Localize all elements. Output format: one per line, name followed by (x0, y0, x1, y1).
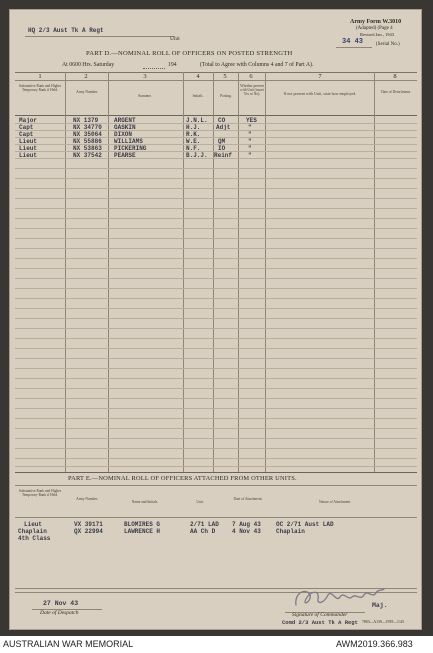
ruled-line (15, 448, 417, 449)
ruled-line (15, 178, 417, 179)
officer-row-2-initials: H.J. (186, 124, 201, 131)
footer-institution: AUSTRALIAN WAR MEMORIAL (3, 639, 134, 649)
part-e-top-border (15, 472, 417, 473)
form-name: Army Form W.3010 (350, 19, 402, 25)
attached-row-1-number: VX 39171 (74, 521, 103, 528)
attached-row-1-unit: 2/71 LAD (190, 521, 219, 528)
part-d-title: PART D.—NOMINAL ROLL OF OFFICERS ON POSTED STRENGTH (86, 50, 293, 57)
ruled-line (15, 328, 417, 329)
ruled-line (15, 123, 417, 124)
unit-label: Unit (170, 36, 180, 42)
ruled-line (15, 151, 417, 152)
attached-row-2-name: LAWRENCE H (124, 528, 161, 535)
ruled-line (15, 208, 417, 209)
col-header-detachment-date: Date of Detachment. (381, 90, 411, 94)
form-revised: Revised Jan., 1943 (360, 32, 394, 37)
officer-row-3-initials: R.K. (186, 131, 201, 138)
col-header-present: Whether present with Unit (insert Yes or No). (240, 84, 264, 96)
ruled-line (15, 368, 417, 369)
col-divider-7 (374, 72, 375, 472)
despatch-label: Date of Despatch (40, 610, 79, 616)
form-sheet (9, 9, 422, 630)
col-header-army-number: Army Number. (76, 90, 98, 94)
col-divider-3 (183, 72, 184, 472)
ruled-line (15, 258, 417, 259)
e-col-header-name: Name and Initials. (131, 500, 159, 504)
officer-row-4-initials: W.E. (186, 138, 201, 145)
col-number-4: 4 (196, 73, 200, 80)
form-adapted: (Adapted) (Page 4 (356, 26, 393, 31)
col-number-8: 8 (393, 73, 397, 80)
officer-row-4-present: " (248, 138, 252, 145)
ruled-line (15, 198, 417, 199)
officer-row-2-surname: GASKIN (114, 124, 136, 131)
officer-row-4-posting: QM (218, 138, 226, 145)
e-col-header-army-number: Army Number. (76, 497, 98, 501)
attached-row-2-unit: AA Ch D (190, 528, 216, 535)
ruled-line (15, 398, 417, 399)
ruled-line (15, 144, 417, 145)
col-divider-6 (265, 72, 266, 472)
col-divider-5 (238, 72, 239, 472)
officer-row-3-rank: Capt (19, 131, 34, 138)
ruled-line (15, 348, 417, 349)
ruled-line (15, 308, 417, 309)
ruled-line (15, 466, 417, 467)
officer-row-5-number: NX 53863 (73, 145, 102, 152)
attached-row-1-rank: Lieut (24, 521, 43, 528)
ruled-line (15, 318, 417, 319)
officer-row-1-surname: ARGENT (114, 117, 136, 124)
col-number-6: 6 (249, 73, 253, 80)
ruled-line (15, 408, 417, 409)
rank-maj: Maj. (372, 602, 388, 609)
officer-row-1-posting: CO (218, 117, 226, 124)
officer-row-4-surname: WILLIAMS (114, 138, 143, 145)
officer-row-2-rank: Capt (19, 124, 34, 131)
col-header-employment: If not present with Unit, state how employed. (283, 91, 357, 96)
col-number-3: 3 (143, 73, 147, 80)
e-col-header-rank: Substantive Rank and Higher Temporary Rank if Held. (18, 489, 62, 497)
officer-row-1-initials: J.N.L. (186, 117, 208, 124)
officer-row-4-rank: Lieut (19, 138, 38, 145)
footer-accession-number: AWM2019.366.983 (336, 639, 413, 649)
ruled-line (15, 358, 417, 359)
attached-row-1-nature: OC 2/71 Aust LAD (276, 521, 334, 528)
col-number-row-line (15, 80, 417, 81)
part-d-year: 194 (168, 62, 177, 68)
col-divider-4 (213, 72, 214, 472)
col-number-1: 1 (38, 73, 42, 80)
ruled-line (15, 278, 417, 279)
ruled-line (15, 438, 417, 439)
officer-row-4-number: NX 55886 (73, 138, 102, 145)
officer-row-5-present: " (248, 145, 252, 152)
ruled-line (15, 418, 417, 419)
ruled-line (15, 188, 417, 189)
officer-row-2-posting: Adjt (216, 124, 231, 131)
officer-row-1-number: NX 1379 (73, 117, 99, 124)
unit-value: HQ 2/3 Aust Tk A Regt (28, 27, 104, 34)
part-e-title-line (15, 485, 417, 486)
ruled-line (15, 298, 417, 299)
commander-unit: Comd 2/3 Aust Tk A Regt (282, 619, 358, 626)
col-header-initials: Initials. (192, 94, 204, 98)
col-divider-1 (65, 72, 66, 472)
ruled-line (15, 388, 417, 389)
col-number-7: 7 (318, 73, 322, 80)
unit-underline (25, 36, 175, 37)
attached-row-3-rank: 4th Class (18, 535, 51, 542)
serial-value: 34 43 (342, 38, 364, 46)
ruled-line (15, 158, 417, 159)
ruled-line (15, 238, 417, 239)
ruled-line (15, 338, 417, 339)
officer-row-3-present: " (248, 131, 252, 138)
col-divider-2 (108, 72, 109, 472)
header-row-line (15, 115, 417, 116)
officer-row-1-present: YES (246, 117, 257, 124)
attached-row-2-nature: Chaplain (276, 528, 305, 535)
ruled-line (15, 228, 417, 229)
ruled-line (15, 458, 417, 459)
officer-row-6-posting: Reinf (214, 152, 233, 159)
col-header-rank: Substantive Rank and Higher Temporary Rank if Held. (18, 84, 62, 92)
officer-row-6-present: " (248, 152, 252, 159)
ruled-line (15, 288, 417, 289)
officer-row-5-surname: PICKERING (114, 145, 147, 152)
part-e-header-line (15, 517, 417, 518)
part-e-title: PART E.—NOMINAL ROLL OF OFFICERS ATTACHED FROM OTHER UNITS. (68, 475, 297, 482)
part-d-agree-note: (Total to Agree with Columns 4 and 7 of Part A). (200, 62, 314, 68)
officer-row-1-rank: Major (19, 117, 38, 124)
archive-footer (0, 636, 433, 653)
ruled-line (15, 268, 417, 269)
serial-underline (336, 47, 372, 48)
ruled-line (15, 428, 417, 429)
serial-label: (Serial No.) (376, 42, 400, 47)
despatch-date: 27 Nov 43 (43, 600, 79, 607)
officer-row-6-rank: Lieut (19, 152, 38, 159)
col-number-2: 2 (84, 73, 88, 80)
officer-row-6-initials: B.J.J. (186, 152, 208, 159)
ruled-line (15, 218, 417, 219)
attached-row-2-date: 4 Nov 43 (232, 528, 261, 535)
officer-row-5-rank: Lieut (19, 145, 38, 152)
attached-row-1-name: BLOMIRES G (124, 521, 161, 528)
printer-code: 7803—A139—1939—1/43 (362, 620, 404, 624)
officer-row-2-present: " (248, 124, 252, 131)
officer-row-2-number: NX 34770 (73, 124, 102, 131)
date-blank-line (143, 68, 165, 69)
e-col-header-unit: Unit. (196, 500, 204, 504)
officer-row-6-number: NX 37542 (73, 152, 102, 159)
officer-row-3-number: NX 35064 (73, 131, 102, 138)
ruled-line (15, 378, 417, 379)
attached-row-2-rank: Chaplain (18, 528, 47, 535)
attached-row-1-date: 7 Aug 43 (232, 521, 261, 528)
officer-row-5-posting: IO (218, 145, 226, 152)
officer-row-3-surname: DIXON (114, 131, 133, 138)
part-d-at-line: At 0600 Hrs. Saturday (62, 62, 115, 68)
col-header-posting: Posting. (220, 94, 232, 98)
e-col-header-date: Date of Attachment. (233, 497, 263, 501)
ruled-line (15, 248, 417, 249)
officer-row-6-surname: PEARSE (114, 152, 136, 159)
signature-label: Signature of Commander (292, 612, 348, 618)
col-number-5: 5 (223, 73, 227, 80)
attached-row-2-number: QX 22994 (74, 528, 103, 535)
ruled-line (15, 168, 417, 169)
officer-row-5-initials: N.F. (186, 145, 201, 152)
ruled-line (15, 137, 417, 138)
ruled-line (15, 130, 417, 131)
col-header-surname: Surname. (138, 94, 152, 98)
e-col-header-nature: Nature of Attachment. (318, 500, 352, 504)
